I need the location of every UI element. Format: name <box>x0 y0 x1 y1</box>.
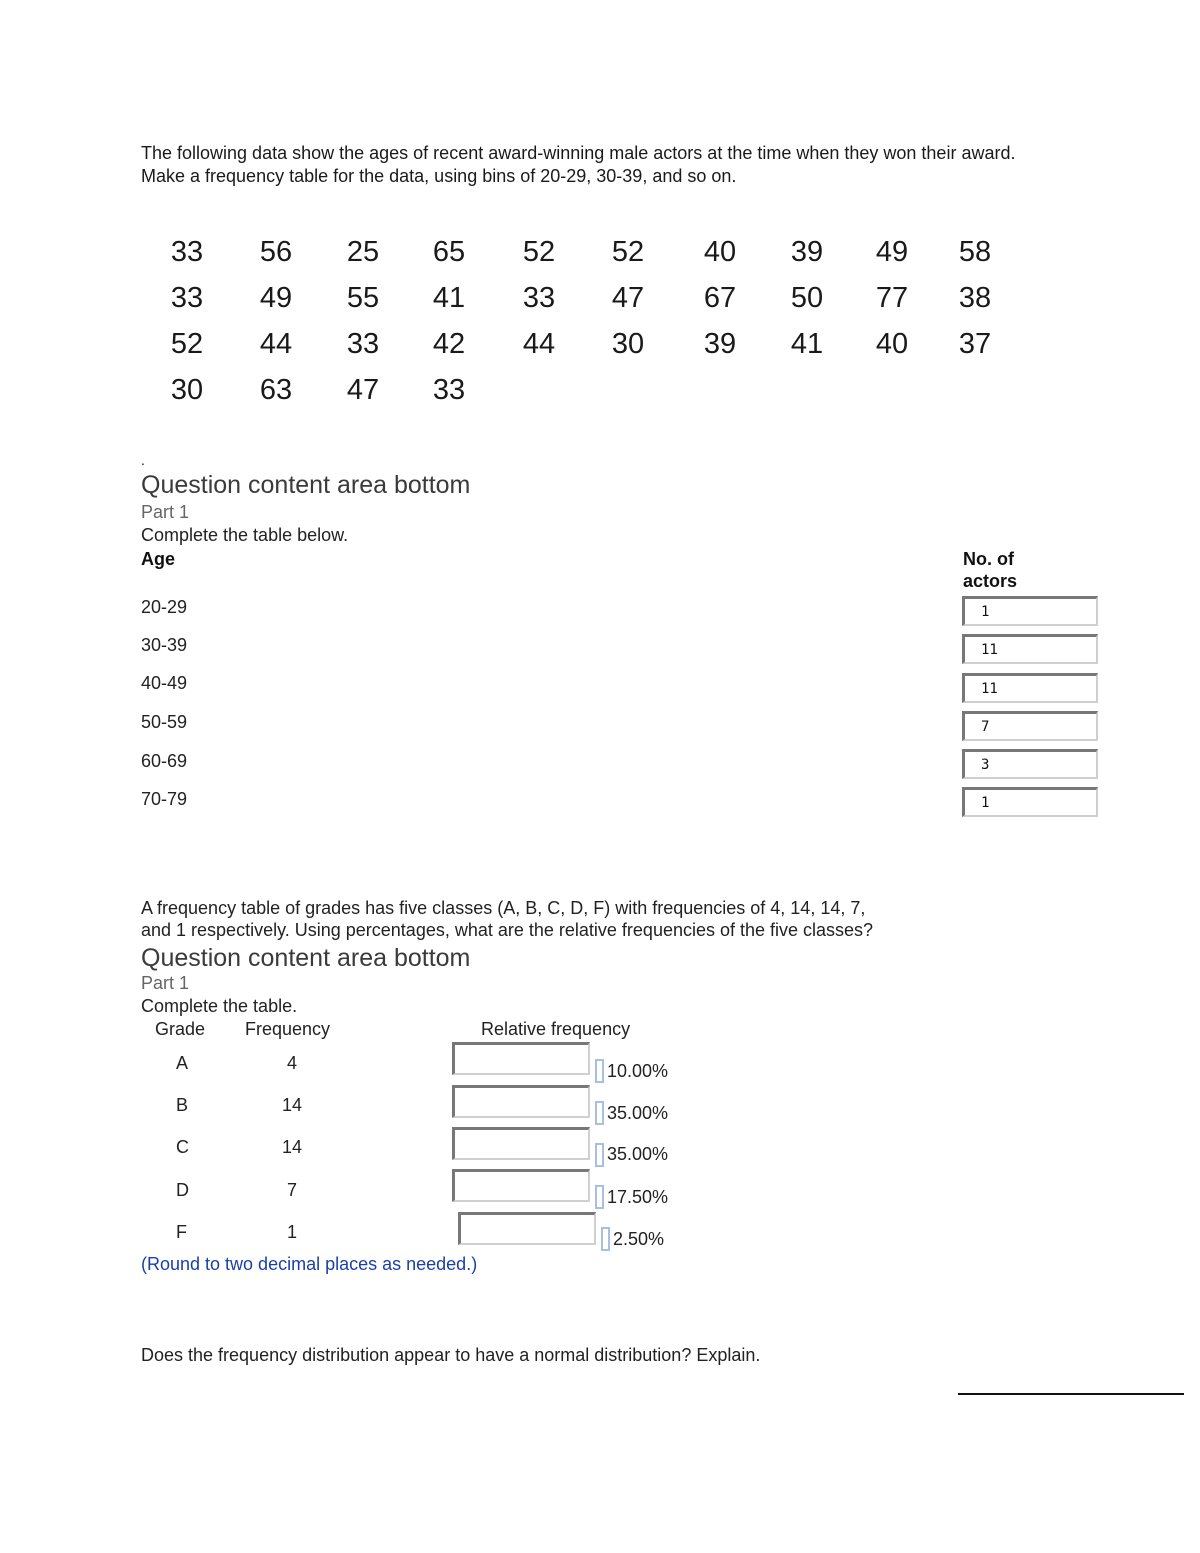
relative-frequency-input[interactable] <box>452 1042 590 1075</box>
relative-frequency-value: 35.00% <box>607 1144 669 1164</box>
age-value: 39 <box>790 236 824 268</box>
answer-cursor-marker <box>601 1227 610 1251</box>
bin-label: 70-79 <box>141 789 188 809</box>
age-value: 33 <box>346 328 380 360</box>
ages-grid <box>150 236 1030 420</box>
age-value: 33 <box>522 282 556 314</box>
ages-row <box>150 236 1030 282</box>
col-count-header-line2: actors <box>963 571 1018 591</box>
problem1-intro: The following data show the ages of recent award-winning male actors at the time when they won their award. Make a frequency table for the data, using bins of 20-29, 30-39, and so on. <box>141 143 1016 186</box>
age-value: 40 <box>703 236 737 268</box>
age-value: 33 <box>170 236 204 268</box>
relative-frequency-value: 2.50% <box>613 1229 665 1249</box>
relative-frequency-value: 17.50% <box>607 1187 669 1207</box>
col-age-header: Age <box>141 549 176 569</box>
problem3-question: Does the frequency distribution appear to have a normal distribution? Explain. <box>141 1345 761 1365</box>
age-value: 30 <box>170 374 204 406</box>
age-value: 56 <box>259 236 293 268</box>
count-input[interactable]: 3 <box>962 749 1098 779</box>
problem2-intro-line2: and 1 respectively. Using percentages, what are the relative frequencies of the five classes? <box>141 920 874 940</box>
age-value: 47 <box>611 282 645 314</box>
relative-frequency-input[interactable] <box>452 1085 590 1118</box>
ages-row <box>150 328 1030 374</box>
age-value: 42 <box>432 328 466 360</box>
instruction: Complete the table below. <box>141 525 349 545</box>
frequency-value: 7 <box>286 1180 297 1200</box>
age-value: 40 <box>875 328 909 360</box>
age-value: 37 <box>958 328 992 360</box>
section-heading: Question content area bottom <box>141 471 471 499</box>
age-value: 33 <box>170 282 204 314</box>
age-value: 58 <box>958 236 992 268</box>
col-grade-header: Grade <box>155 1019 206 1039</box>
age-value: 52 <box>522 236 556 268</box>
part-label: Part 1 <box>141 973 190 993</box>
rounding-hint: (Round to two decimal places as needed.) <box>141 1254 478 1274</box>
col-frequency-header: Frequency <box>245 1019 331 1039</box>
relative-frequency-input[interactable] <box>458 1212 596 1245</box>
answer-cursor-marker <box>595 1059 604 1083</box>
age-value: 41 <box>790 328 824 360</box>
age-value: 49 <box>259 282 293 314</box>
ages-row <box>150 282 1030 328</box>
age-value: 30 <box>611 328 645 360</box>
age-value: 44 <box>522 328 556 360</box>
relative-frequency-input[interactable] <box>452 1169 590 1202</box>
bin-label: 20-29 <box>141 597 188 617</box>
age-value: 33 <box>432 374 466 406</box>
answer-cursor-marker <box>595 1185 604 1209</box>
count-input[interactable]: 1 <box>962 596 1098 626</box>
relative-frequency-value: 10.00% <box>607 1061 669 1081</box>
answer-cursor-marker <box>595 1143 604 1167</box>
age-value: 38 <box>958 282 992 314</box>
grade-label: B <box>176 1095 189 1115</box>
instruction: Complete the table. <box>141 996 298 1016</box>
relative-frequency-input[interactable] <box>452 1127 590 1160</box>
bin-label: 60-69 <box>141 751 188 771</box>
frequency-value: 14 <box>281 1095 303 1115</box>
ages-row <box>150 374 1030 420</box>
age-value: 39 <box>703 328 737 360</box>
age-value: 41 <box>432 282 466 314</box>
bin-label: 30-39 <box>141 635 188 655</box>
bin-label: 40-49 <box>141 673 188 693</box>
age-value: 44 <box>259 328 293 360</box>
separator-dot: . <box>141 452 145 468</box>
col-count-header-line1: No. of <box>963 549 1014 569</box>
bin-label: 50-59 <box>141 712 188 732</box>
frequency-value: 1 <box>286 1222 297 1242</box>
age-value: 25 <box>346 236 380 268</box>
problem2-intro-line1: A frequency table of grades has five classes (A, B, C, D, F) with frequencies of 4, 14, 14, 7, <box>141 898 866 918</box>
count-input[interactable]: 7 <box>962 711 1098 741</box>
frequency-value: 4 <box>286 1053 297 1073</box>
grade-label: F <box>176 1222 187 1242</box>
part-label: Part 1 <box>141 502 190 522</box>
count-input[interactable]: 1 <box>962 787 1098 817</box>
section-heading: Question content area bottom <box>141 944 471 972</box>
count-input[interactable]: 11 <box>962 634 1098 664</box>
frequency-value: 14 <box>281 1137 303 1157</box>
age-value: 52 <box>611 236 645 268</box>
age-value: 63 <box>259 374 293 406</box>
answer-cursor-marker <box>595 1101 604 1125</box>
age-value: 65 <box>432 236 466 268</box>
grade-label: A <box>176 1053 189 1073</box>
relative-frequency-value: 35.00% <box>607 1103 669 1123</box>
age-value: 52 <box>170 328 204 360</box>
age-value: 77 <box>875 282 909 314</box>
grade-label: C <box>176 1137 189 1157</box>
age-value: 50 <box>790 282 824 314</box>
age-value: 55 <box>346 282 380 314</box>
age-value: 67 <box>703 282 737 314</box>
answer-line[interactable] <box>958 1393 1184 1395</box>
col-relative-header: Relative frequency <box>481 1019 631 1039</box>
count-input[interactable]: 11 <box>962 673 1098 703</box>
age-value: 47 <box>346 374 380 406</box>
grade-label: D <box>176 1180 189 1200</box>
age-value: 49 <box>875 236 909 268</box>
